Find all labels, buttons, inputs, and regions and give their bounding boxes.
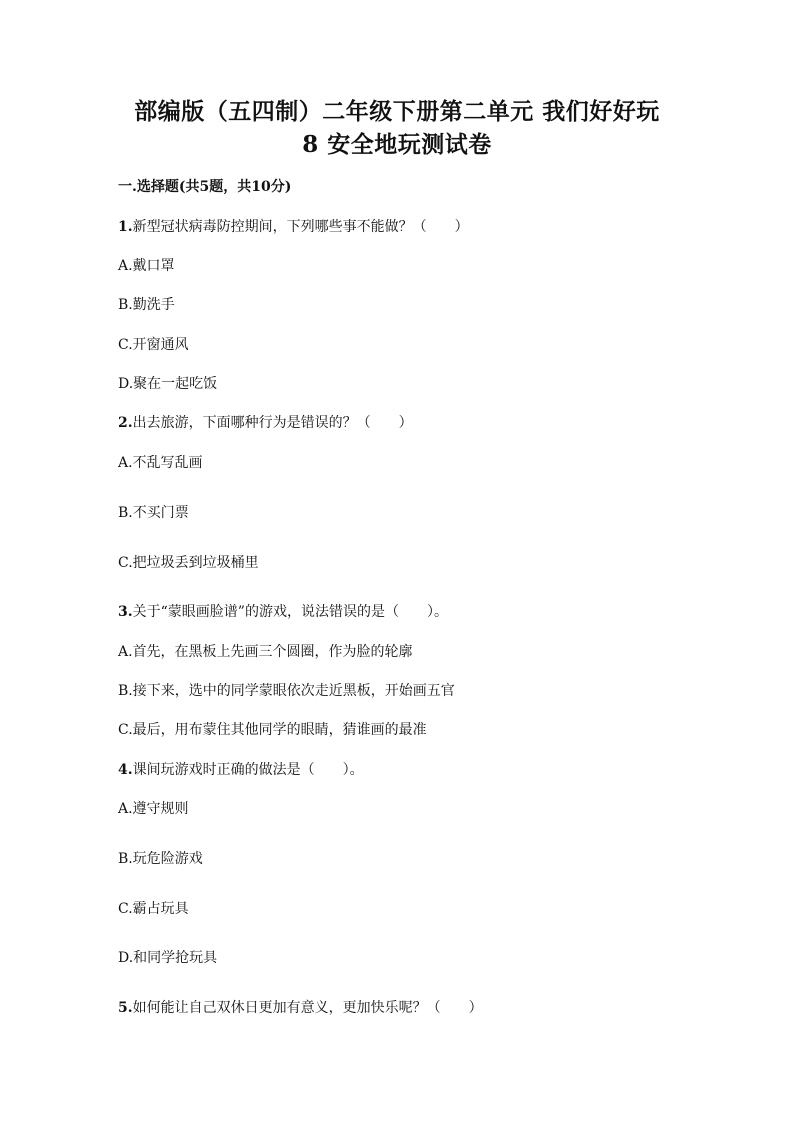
question-number: 4. bbox=[118, 762, 133, 778]
question-4-option-a: A.遵守规则 bbox=[118, 801, 189, 817]
question-2-option-a: A.不乱写乱画 bbox=[118, 455, 203, 471]
question-2-option-c: C.把垃圾丢到垃圾桶里 bbox=[118, 555, 259, 571]
question-2-option-b: B.不买门票 bbox=[118, 505, 189, 521]
question-number: 2. bbox=[118, 415, 133, 431]
question-4 bbox=[118, 760, 364, 780]
question-1-option-c: C.开窗通风 bbox=[118, 337, 189, 353]
exam-title-line-1: 部编版（五四制）二年级下册第二单元 我们好好玩 bbox=[134, 98, 660, 125]
question-3-option-b: B.接下来，选中的同学蒙眼依次走近黑板，开始画五官 bbox=[118, 683, 455, 699]
question-number: 1. bbox=[118, 219, 133, 235]
question-4-option-b: B.玩危险游戏 bbox=[118, 851, 203, 867]
question-5 bbox=[118, 998, 483, 1018]
question-1-option-a: A.戴口罩 bbox=[118, 258, 175, 274]
question-text: 如何能让自己双休日更加有意义，更加快乐呢？（ ） bbox=[132, 1000, 483, 1016]
question-4-option-d: D.和同学抢玩具 bbox=[118, 950, 218, 966]
question-1 bbox=[118, 217, 469, 237]
question-1-option-b: B.勤洗手 bbox=[118, 297, 175, 313]
question-text: 出去旅游，下面哪种行为是错误的？（ ） bbox=[132, 415, 413, 431]
question-number: 5. bbox=[118, 1000, 133, 1016]
exam-title-line-2: 8 安全地玩测试卷 bbox=[302, 131, 492, 158]
question-3-option-a: A.首先，在黑板上先画三个圆圈，作为脸的轮廓 bbox=[118, 644, 413, 660]
question-text: 新型冠状病毒防控期间，下列哪些事不能做？（ ） bbox=[132, 219, 469, 235]
question-2 bbox=[118, 413, 413, 433]
question-number: 3. bbox=[118, 604, 133, 620]
question-3-option-c: C.最后，用布蒙住其他同学的眼睛，猜谁画的最准 bbox=[118, 722, 427, 738]
question-text: 课间玩游戏时正确的做法是（ ）。 bbox=[132, 762, 364, 778]
question-3 bbox=[118, 602, 448, 622]
question-text: 关于“蒙眼画脸谱”的游戏，说法错误的是（ ）。 bbox=[132, 604, 448, 620]
section-heading: 一.选择题(共5题，共10分) bbox=[118, 179, 292, 195]
question-1-option-d: D.聚在一起吃饭 bbox=[118, 376, 218, 392]
question-4-option-c: C.霸占玩具 bbox=[118, 901, 189, 917]
